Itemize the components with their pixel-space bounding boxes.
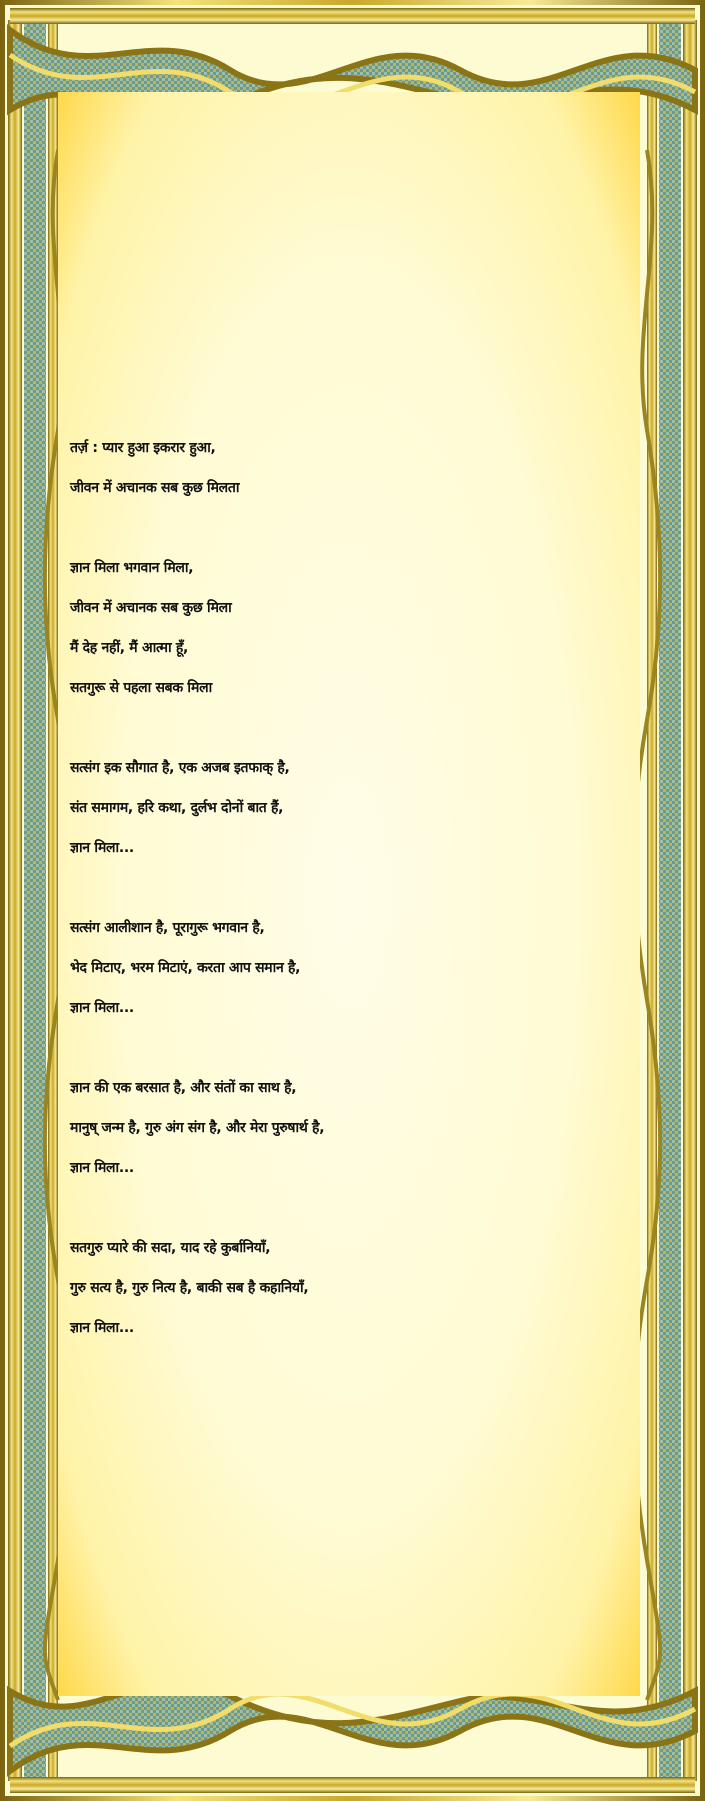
lyric-line: जीवन में अचानक सब कुछ मिलता <box>70 480 240 496</box>
lyric-line: मैं देह नहीं, मैं आत्मा हूँ, <box>70 640 189 656</box>
lyric-line: सतगुरू से पहला सबक मिला <box>70 680 212 696</box>
lyric-line: ज्ञान मिला... <box>70 1000 134 1016</box>
lyric-line: ज्ञान मिला... <box>70 1320 134 1336</box>
lyric-line: ज्ञान मिला भगवान मिला, <box>70 560 194 576</box>
lyric-line: सतगुरु प्यारे की सदा, याद रहे कुर्बानियाँ, <box>70 1240 271 1256</box>
lyric-line: जीवन में अचानक सब कुछ मिला <box>70 600 232 616</box>
lyric-line: भेद मिटाए, भरम मिटाएं, करता आप समान है, <box>70 960 301 976</box>
stanza-verse-1 <box>70 748 670 868</box>
stanza-verse-3 <box>70 1068 670 1188</box>
lyric-line: सत्संग आलीशान है, पूरागुरू भगवान है, <box>70 920 265 936</box>
lyric-line: गुरु सत्य है, गुरु नित्य है, बाकी सब है कहानियाँ, <box>70 1280 309 1296</box>
lyrics-text <box>70 428 670 1388</box>
stanza-tune <box>70 428 670 508</box>
stanza-verse-4 <box>70 1228 670 1348</box>
lyric-line: मानुष् जन्म है, गुरु अंग संग है, और मेरा पुरुषार्थ है, <box>70 1120 325 1136</box>
lyric-line: ज्ञान मिला... <box>70 1160 134 1176</box>
stanza-refrain <box>70 548 670 708</box>
lyric-line: ज्ञान की एक बरसात है, और संतों का साथ है, <box>70 1080 297 1096</box>
lyric-line: सत्संग इक सौगात है, एक अजब इतफाक् है, <box>70 760 290 776</box>
stanza-verse-2 <box>70 908 670 1028</box>
lyric-line: तर्ज़ : प्यार हुआ इकरार हुआ, <box>70 440 216 456</box>
lyric-line: ज्ञान मिला... <box>70 840 134 856</box>
lyric-line: संत समागम, हरि कथा, दुर्लभ दोनों बात हैं, <box>70 800 284 816</box>
